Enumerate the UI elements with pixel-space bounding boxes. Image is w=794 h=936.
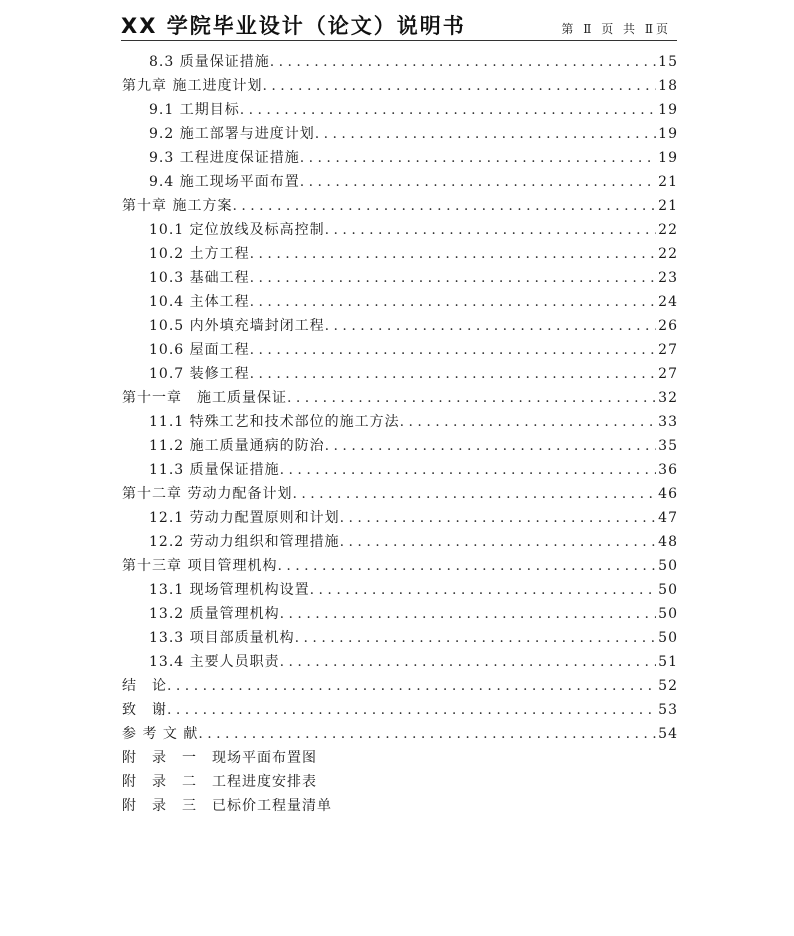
toc-entry-page: 35 xyxy=(658,438,678,454)
toc-leader-dots xyxy=(340,530,657,554)
toc-entry-title: 10.4 主体工程 xyxy=(149,294,250,310)
page-number-label: 第 Ⅱ 页 共 Ⅱ页 xyxy=(561,22,671,36)
toc-section-entry[interactable] xyxy=(122,146,678,170)
toc-entry-page: 18 xyxy=(658,78,678,94)
toc-section-entry[interactable] xyxy=(122,266,678,290)
toc-section-entry[interactable] xyxy=(122,458,678,482)
toc-section-entry[interactable] xyxy=(122,434,678,458)
document-title: XX 学院毕业设计（论文）说明书 xyxy=(121,14,466,38)
toc-entry-page: 46 xyxy=(658,486,678,502)
toc-entry-title: 参 考 文 献 xyxy=(122,726,199,742)
toc-section-entry[interactable] xyxy=(122,98,678,122)
toc-chapter-entry[interactable] xyxy=(122,554,678,578)
toc-entry-page: 19 xyxy=(658,150,678,166)
toc-entry-page: 22 xyxy=(658,246,678,262)
toc-leader-dots xyxy=(250,242,657,266)
toc-entry-title: 10.1 定位放线及标高控制 xyxy=(149,222,325,238)
toc-section-entry[interactable] xyxy=(122,50,678,74)
toc-section-entry[interactable] xyxy=(122,506,678,530)
toc-section-entry[interactable] xyxy=(122,362,678,386)
toc-entry-page: 21 xyxy=(658,174,678,190)
appendix-entry[interactable]: 附 录 一 现场平面布置图 xyxy=(122,750,317,766)
toc-chapter-entry[interactable] xyxy=(122,74,678,98)
toc-entry-page: 51 xyxy=(658,654,678,670)
toc-chapter-entry[interactable] xyxy=(122,674,678,698)
toc-entry-title: 11.2 施工质量通病的防治 xyxy=(149,438,325,454)
toc-leader-dots xyxy=(325,314,657,338)
toc-entry-page: 53 xyxy=(658,702,678,718)
toc-entry-page: 52 xyxy=(658,678,678,694)
toc-leader-dots xyxy=(340,506,657,530)
toc-entry-page: 36 xyxy=(658,462,678,478)
toc-section-entry[interactable] xyxy=(122,626,678,650)
toc-leader-dots xyxy=(167,674,656,698)
toc-entry-title: 10.7 装修工程 xyxy=(149,366,250,382)
toc-entry-page: 50 xyxy=(658,582,678,598)
toc-entries xyxy=(122,50,678,746)
toc-entry-page: 27 xyxy=(658,366,678,382)
toc-section-entry[interactable] xyxy=(122,314,678,338)
toc-leader-dots xyxy=(240,98,656,122)
toc-entry-title: 第十一章 施工质量保证 xyxy=(122,390,287,406)
toc-entry-title: 12.1 劳动力配置原则和计划 xyxy=(149,510,340,526)
toc-leader-dots xyxy=(295,626,657,650)
toc-entry-page: 19 xyxy=(658,102,678,118)
toc-entry-page: 19 xyxy=(658,126,678,142)
toc-entry-page: 27 xyxy=(658,342,678,358)
toc-entry-page: 26 xyxy=(658,318,678,334)
toc-leader-dots xyxy=(300,170,656,194)
toc-entry-page: 21 xyxy=(658,198,678,214)
toc-entry-page: 22 xyxy=(658,222,678,238)
toc-leader-dots xyxy=(280,650,657,674)
toc-leader-dots xyxy=(262,74,656,98)
toc-section-entry[interactable] xyxy=(122,242,678,266)
toc-leader-dots xyxy=(280,458,657,482)
toc-entry-title: 13.2 质量管理机构 xyxy=(149,606,280,622)
toc-entry-title: 10.3 基础工程 xyxy=(149,270,250,286)
toc-section-entry[interactable] xyxy=(122,602,678,626)
toc-leader-dots xyxy=(250,290,657,314)
toc-entry-page: 50 xyxy=(658,606,678,622)
toc-section-entry[interactable] xyxy=(122,122,678,146)
toc-section-entry[interactable] xyxy=(122,650,678,674)
appendix-list xyxy=(122,746,678,818)
toc-leader-dots xyxy=(250,266,657,290)
toc-entry-page: 15 xyxy=(658,54,678,70)
toc-entry-title: 9.2 施工部署与进度计划 xyxy=(149,126,315,142)
toc-entry-title: 9.4 施工现场平面布置 xyxy=(149,174,300,190)
toc-section-entry[interactable] xyxy=(122,290,678,314)
toc-entry-title: 12.2 劳动力组织和管理措施 xyxy=(149,534,340,550)
toc-entry-title: 结 论 xyxy=(122,678,167,694)
toc-section-entry[interactable] xyxy=(122,410,678,434)
toc-entry-title: 11.3 质量保证措施 xyxy=(149,462,280,478)
toc-entry-page: 54 xyxy=(658,726,678,742)
toc-section-entry[interactable] xyxy=(122,578,678,602)
toc-entry-page: 48 xyxy=(658,534,678,550)
toc-chapter-entry[interactable] xyxy=(122,722,678,746)
toc-leader-dots xyxy=(315,122,656,146)
toc-entry-title: 第十三章 项目管理机构 xyxy=(122,558,278,574)
toc-leader-dots xyxy=(400,410,657,434)
toc-entry-title: 致 谢 xyxy=(122,702,167,718)
toc-entry-title: 13.4 主要人员职责 xyxy=(149,654,280,670)
toc-entry-page: 24 xyxy=(658,294,678,310)
toc-leader-dots xyxy=(250,362,657,386)
toc-entry-page: 23 xyxy=(658,270,678,286)
toc-chapter-entry[interactable] xyxy=(122,482,678,506)
toc-section-entry[interactable] xyxy=(122,530,678,554)
toc-leader-dots xyxy=(270,50,656,74)
toc-leader-dots xyxy=(250,338,657,362)
toc-entry-title: 第九章 施工进度计划 xyxy=(122,78,263,94)
toc-leader-dots xyxy=(300,146,656,170)
toc-entry-page: 32 xyxy=(658,390,678,406)
toc-section-entry[interactable] xyxy=(122,218,678,242)
toc-section-entry[interactable] xyxy=(122,170,678,194)
toc-entry-title: 8.3 质量保证措施 xyxy=(149,54,270,70)
toc-entry-title: 9.1 工期目标 xyxy=(149,102,240,118)
toc-entry-title: 10.2 土方工程 xyxy=(149,246,250,262)
toc-entry-page: 33 xyxy=(658,414,678,430)
toc-chapter-entry[interactable] xyxy=(122,386,678,410)
toc-entry-title: 13.1 现场管理机构设置 xyxy=(149,582,310,598)
toc-leader-dots xyxy=(325,218,657,242)
toc-leader-dots xyxy=(310,578,657,602)
toc-entry-title: 13.3 项目部质量机构 xyxy=(149,630,295,646)
toc-chapter-entry[interactable] xyxy=(122,698,678,722)
toc-entry-title: 10.5 内外填充墙封闭工程 xyxy=(149,318,325,334)
toc-entry-title: 第十章 施工方案 xyxy=(122,198,233,214)
page-header xyxy=(121,8,677,41)
appendix-entry[interactable]: 附 录 二 工程进度安排表 xyxy=(122,774,317,790)
toc-leader-dots xyxy=(325,434,657,458)
toc-entry-page: 47 xyxy=(658,510,678,526)
toc-entry-title: 第十二章 劳动力配备计划 xyxy=(122,486,293,502)
toc-leader-dots xyxy=(280,602,657,626)
toc-leader-dots xyxy=(232,194,656,218)
toc-section-entry[interactable] xyxy=(122,338,678,362)
toc-leader-dots xyxy=(198,722,656,746)
toc-entry-title: 11.1 特殊工艺和技术部位的施工方法 xyxy=(149,414,400,430)
table-of-contents xyxy=(122,50,678,818)
toc-chapter-entry[interactable] xyxy=(122,194,678,218)
toc-leader-dots xyxy=(167,698,656,722)
toc-leader-dots xyxy=(277,554,656,578)
toc-entry-page: 50 xyxy=(658,630,678,646)
appendix-entry[interactable]: 附 录 三 已标价工程量清单 xyxy=(122,798,332,814)
toc-leader-dots xyxy=(292,482,656,506)
toc-leader-dots xyxy=(287,386,656,410)
toc-entry-title: 10.6 屋面工程 xyxy=(149,342,250,358)
toc-entry-title: 9.3 工程进度保证措施 xyxy=(149,150,300,166)
toc-entry-page: 50 xyxy=(658,558,678,574)
